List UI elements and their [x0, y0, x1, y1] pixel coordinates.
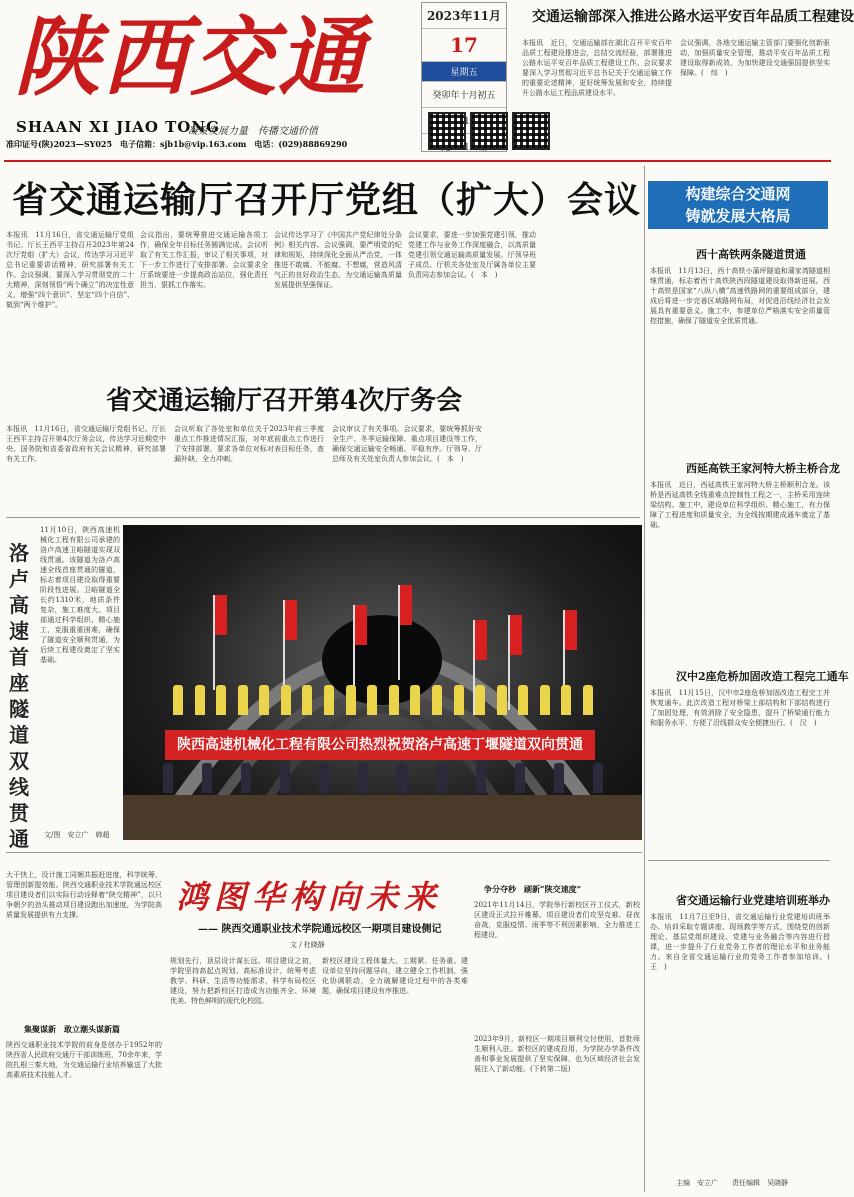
column-divider	[644, 166, 645, 1192]
worker-figure	[518, 685, 528, 715]
worker-figure	[324, 685, 334, 715]
worker-figure	[497, 685, 507, 715]
worker-figure	[397, 763, 407, 793]
top-article-title: 交通运输部深入推进公路水运平安百年品质工程建设	[532, 9, 854, 25]
worker-figure	[163, 763, 173, 793]
right-article-4-title: 省交通运输行业党建培训班举办	[676, 894, 830, 907]
masthead-logo: 陕西交通	[14, 7, 366, 108]
worker-figure	[593, 763, 603, 793]
lead-text-col-3: 会议传达学习了《中国共产党纪律处分条例》相关内容。会议强调，要严明党的纪律和规矩，持续深化全面从严治党，一体推进不敢腐、不能腐、不想腐，营造风清气正的良好政治生态，为交通运输高质量发展提供坚强保证。	[274, 231, 402, 289]
lead-text-col-1: 本报讯 11月16日，省交通运输厅党组书记、厅长王西平主持召开2023年第24次厅党组（扩大）会议，传达学习习近平总书记重要讲话精神，研究部署有关工作。会议强调，要深入学习贯彻党的二十大精神，深刻领悟“两个确立”的决定性意义，增强“四个意识”、坚定“四个自信”、做到“两个维护”。	[6, 231, 134, 309]
registration-line: 准印证号(陕)2023—SY025 电子信箱：sjb1b@vip.163.com 电话：(029)88869290	[6, 139, 348, 149]
red-flag-icon	[510, 615, 522, 655]
worker-figure	[319, 763, 329, 793]
worker-figure	[281, 685, 291, 715]
weekday: 星期五	[422, 62, 506, 82]
right-article-1-text: 本报讯 11月13日，西十高铁小蒲坪隧道和蒲家湾隧道相继贯通，标志着西十高铁陕西段隧道建设取得新进展。西十高铁是国家“八纵八横”高速铁路网的重要组成部分，建成后将进一步完善区域路网布局，对促进沿线经济社会发展具有重要意义。施工中，参建单位严格落实安全质量管控措施，确保了隧道安全优质贯通。	[650, 267, 830, 325]
right-article-3-text: 本报讯 11月15日，汉中市2座危桥加固改造工程完工并恢复通车。此次改造工程对桥梁上部结构和下部结构进行了加固处理，有效消除了安全隐患，提升了桥梁通行能力和服务水平，方便了沿线群众安全便捷出行。( 汉 )	[650, 689, 830, 727]
tunnel-text: 11月10日，陕西高速机械化工程有限公司承建的洛卢高速卫峪隧道实现双线贯通。该隧道为洛卢高速全线首座贯通的隧道，标志着项目建设取得重要阶段性进展。卫峪隧道全长约1310米，地质条件复杂，施工难度大。项目部通过科学组织、精心施工，克服重重困难，确保了隧道安全顺利贯通，为后续工程建设奠定了坚实基础。	[40, 526, 120, 664]
feature-box	[648, 181, 828, 229]
red-flag-icon	[475, 620, 487, 660]
second-text-col-1: 本报讯 11月16日，省交通运输厅党组书记、厅长王西平主持召开第4次厅务会议，传达学习近期党中央、国务院和省委省政府有关会议精神，研究部署有关工作。	[6, 425, 166, 463]
worker-figure	[583, 685, 593, 715]
masthead-pinyin: SHAAN XI JIAO TONG	[16, 118, 220, 136]
workers-row	[173, 685, 593, 725]
lead-text-col-4: 会议要求，要进一步加强党建引领，推动党建工作与业务工作深度融合，以高质量党建引领交通运输高质量发展。厅领导班子成员、厅机关各处室及厅属各单位主要负责同志参加会议。( 本 )	[408, 231, 536, 279]
bottom-right-text-2: 2023年9月，新校区一期项目顺利交付使用，首批师生顺利入驻。新校区的建成投用，为学院办学条件改善和事业发展提供了坚实保障，也为区域经济社会发展注入了新动能。(下转第二版)	[474, 1035, 640, 1073]
bottom-left-text-2: 陕西交通职业技术学院的前身是创办于1952年的陕西省人民政府交通厅干部训练班，70余年来，学院扎根三秦大地，为交通运输行业培养输送了大批高素质技术技能人才。	[6, 1041, 162, 1079]
worker-figure	[216, 685, 226, 715]
lead-text-col-2: 会议指出，要统筹推进交通运输各项工作，确保全年目标任务圆满完成。会议听取了有关工作汇报，审议了相关事项，对下一步工作进行了安排部署。会议要求全厅系统要进一步提高政治站位，强化责任担当，狠抓工作落实。	[140, 231, 268, 289]
celebration-banner: 陕西高速机械化工程有限公司热烈祝贺洛卢高速丁堰隧道双向贯通	[165, 730, 595, 760]
tunnel-credit: 文/图 安立广 韩超	[44, 831, 110, 839]
worker-figure	[358, 763, 368, 793]
worker-figure	[515, 763, 525, 793]
masthead-slogan: 凝聚发展力量 传播交通价值	[188, 126, 318, 137]
worker-figure	[238, 685, 248, 715]
masthead-rule	[4, 160, 831, 162]
year-month: 2023年11月	[422, 3, 506, 29]
right-article-2-title: 西延高铁王家河特大桥主桥合龙	[686, 462, 840, 475]
qr-code-icon	[470, 112, 508, 150]
section-heading-2: 争分夺秒 刷新“陕交速度”	[484, 884, 582, 894]
worker-figure	[554, 763, 564, 793]
second-headline: 省交通运输厅召开第4次厅务会	[106, 386, 463, 416]
worker-figure	[540, 685, 550, 715]
lunar-date: 癸卯年十月初五	[422, 82, 506, 108]
red-flag-icon	[355, 605, 367, 645]
right-article-1-title: 西十高铁两条隧道贯通	[696, 248, 806, 261]
red-flag-icon	[285, 600, 297, 640]
feature-box-line-1: 构建综合交通网	[685, 185, 791, 203]
section-heading-1: 集聚谋新 敢立潮头谋新篇	[24, 1024, 120, 1034]
worker-figure	[561, 685, 571, 715]
right-article-3-title: 汉中2座危桥加固改造工程完工通车	[676, 670, 849, 683]
worker-figure	[346, 685, 356, 715]
workers-row-front	[163, 763, 603, 803]
feature-subtitle: —— 陕西交通职业技术学院通远校区一期项目建设侧记	[198, 924, 442, 935]
red-flag-icon	[215, 595, 227, 635]
worker-figure	[241, 763, 251, 793]
second-text-col-2: 会议听取了各处室和单位关于2023年前三季度重点工作推进情况汇报，对年底前重点工作进行了安排部署，要求各单位对标对表目标任务，查漏补缺，全力冲刺。	[174, 425, 324, 463]
feature-box-line-2: 铸就发展大格局	[685, 207, 791, 225]
editor-credit: 主编 安立广 责任编辑 吴晓静	[676, 1179, 788, 1187]
red-flag-icon	[400, 585, 412, 625]
red-flag-icon	[565, 610, 577, 650]
worker-figure	[410, 685, 420, 715]
right-article-2-text: 本报讯 近日，西延高铁王家河特大桥主桥顺利合龙。该桥是西延高铁全线重难点控制性工程之一，主桥采用连续梁结构。施工中，建设单位科学组织、精心施工，有力保障了工程进度和质量安全，为全线按期建成通车奠定了基础。	[650, 481, 830, 529]
worker-figure	[454, 685, 464, 715]
lead-headline: 省交通运输厅召开厅党组（扩大）会议	[12, 179, 642, 221]
worker-figure	[432, 685, 442, 715]
day-number: 17	[422, 29, 506, 62]
tunnel-vertical-title: 洛卢高速首座隧道双线贯通	[9, 541, 29, 851]
top-article-text: 本报讯 近日，交通运输部在湖北召开平安百年品质工程建设推进会，总结交流经验，部署推进公路水运平安百年品质工程建设工作。会议要求要深入学习贯彻习近平总书记关于交通运输工作的重要论述精神，更好统筹发展和安全，持续提升公路水运工程品质建设水平。	[522, 39, 672, 97]
feature-calligraphy-title: 鸿图华构向未来	[176, 878, 443, 916]
worker-figure	[302, 685, 312, 715]
worker-figure	[367, 685, 377, 715]
worker-figure	[476, 763, 486, 793]
top-article-text-2: 会议强调，各地交通运输主管部门要强化创新驱动，加强质量安全管理，推动平安百年品质工程建设取得新成效，为加快建设交通强国提供坚实保障。( 综 )	[680, 39, 830, 77]
worker-figure	[173, 685, 183, 715]
divider	[6, 517, 640, 518]
tunnel-photo	[123, 525, 642, 840]
worker-figure	[437, 763, 447, 793]
worker-figure	[202, 763, 212, 793]
worker-figure	[280, 763, 290, 793]
second-text-col-3: 会议审议了有关事项。会议要求，要统筹抓好安全生产、冬季运输保障、重点项目建设等工作，确保交通运输安全畅通、平稳有序。厅领导、厅总师及有关处室负责人参加会议。( 本 )	[332, 425, 482, 463]
bottom-mid-text-2: 新校区建设工程体量大、工期紧、任务重。建设单位坚持问题导向，建立健全工作机制，强化协调联动，全力破解建设过程中的各类难题，确保项目建设有序推进。	[322, 957, 468, 995]
right-article-4-text: 本报讯 11月7日至9日，省交通运输行业党建培训班举办。培训采取专题讲座、现场教学等方式，围绕党的创新理论、基层党组织建设、党建与业务融合等内容进行授课，进一步提升了行业党务工作者的理论水平和业务能力。来自全省交通运输行业的党务工作者参加培训。( 王 )	[650, 913, 837, 971]
qr-code-icon	[428, 112, 466, 150]
worker-figure	[195, 685, 205, 715]
worker-figure	[389, 685, 399, 715]
bottom-right-text: 2021年11月14日，学院举行新校区开工仪式，新校区建设正式拉开帷幕。项目建设者们攻坚克难、昼夜奋战，克服疫情、雨季等不利因素影响，全力推进工程建设。	[474, 901, 640, 939]
divider	[648, 860, 830, 861]
feature-byline: 文 / 杜晓静	[290, 941, 325, 949]
divider	[6, 852, 642, 853]
worker-figure	[259, 685, 269, 715]
bottom-left-text: 大干快上，设计施工同频共振赶进度，科学统筹，管理创新提效能。陕西交通职业技术学院通远校区项目建设者们以实际行动诠释着“陕交精神”，以只争朝夕的劲头推动项目建设跑出加速度，为学院高质量发展提供有力支撑。	[6, 871, 162, 919]
worker-figure	[475, 685, 485, 715]
bottom-mid-text: 规划先行，顶层设计谋长远。项目建设之初，学院坚持高起点规划、高标准设计，统筹考虑教学、科研、生活等功能需求，科学布局校区建设，努力把新校区打造成为功能齐全、环境优美、特色鲜明的现代化校园。	[170, 957, 316, 1005]
